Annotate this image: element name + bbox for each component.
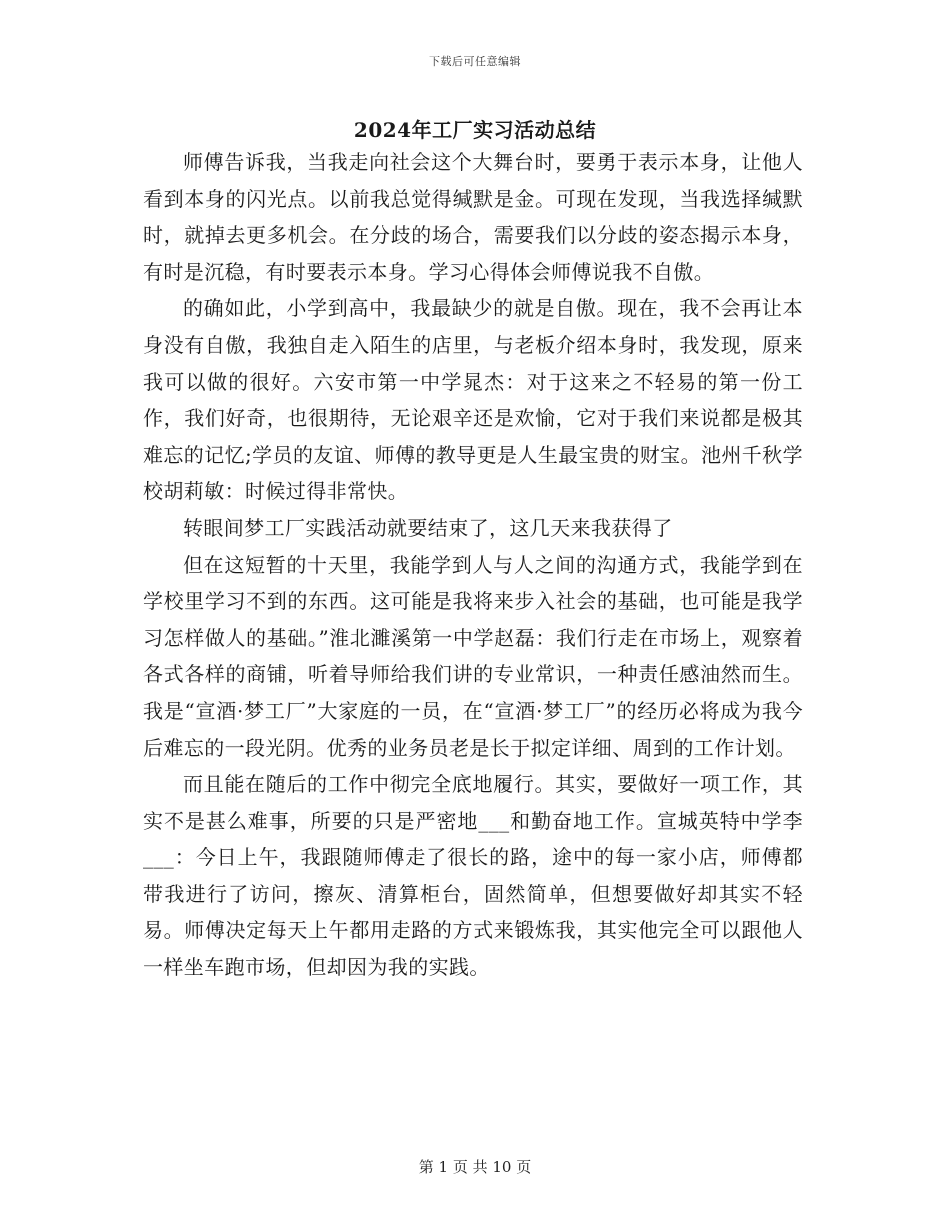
paragraph-1: 师傅告诉我，当我走向社会这个大舞台时，要勇于表示本身，让他人看到本身的闪光点。以前我总觉得缄默是金。可现在发现，当我选择缄默时，就掉去更多机会。在分歧的场合，需要我们以分歧的姿态揭示本身，有时是沉稳，有时要表示本身。学习心得体会师傅说我不自傲。 [143,150,803,284]
document-body [143,144,803,986]
paragraph-3: 转眼间梦工厂实践活动就要结束了，这几天来我获得了 [183,515,673,540]
paragraph-4: 但在这短暂的十天里，我能学到人与人之间的沟通方式，我能学到在学校里学习不到的东西。这可能是我将来步入社会的基础，也可能是我学习怎样做人的基础。”淮北濉溪第一中学赵磊：我们行走在市场上，观察着各式各样的商铺，听着导师给我们讲的专业常识，一种责任感油然而生。我是“宣酒·梦工厂”大家庭的一员，在“宣酒·梦工厂”的经历必将成为我今后难忘的一段光阴。优秀的业务员老是长于拟定详细、周到的工作计划。 [143,552,803,760]
paragraph-2: 的确如此，小学到高中，我最缺少的就是自傲。现在，我不会再让本身没有自傲，我独自走入陌生的店里，与老板介绍本身时，我发现，原来我可以做的很好。六安市第一中学晁杰：对于这来之不轻易的第一份工作，我们好奇，也很期待，无论艰辛还是欢愉，它对于我们来说都是极其难忘的记忆;学员的友谊、师傅的教导更是人生最宝贵的财宝。池州千秋学校胡莉敏：时候过得非常快。 [143,296,803,504]
paragraph-5: 而且能在随后的工作中彻完全底地履行。其实，要做好一项工作，其实不是甚么难事，所要的只是严密地___和勤奋地工作。宣城英特中学李___：今日上午，我跟随师傅走了很长的路，途中的每一家小店，师傅都带我进行了访问，擦灰、清算柜台，固然简单，但想要做好却其实不轻易。师傅决定每天上午都用走路的方式来锻炼我，其实他完全可以跟他人一样坐车跑市场，但却因为我的实践。 [143,772,803,980]
page-number: 第 1 页 共 10 页 [418,1158,532,1176]
download-note: 下载后可任意编辑 [429,55,521,68]
document-title: 2024年工厂实习活动总结 [353,118,597,142]
